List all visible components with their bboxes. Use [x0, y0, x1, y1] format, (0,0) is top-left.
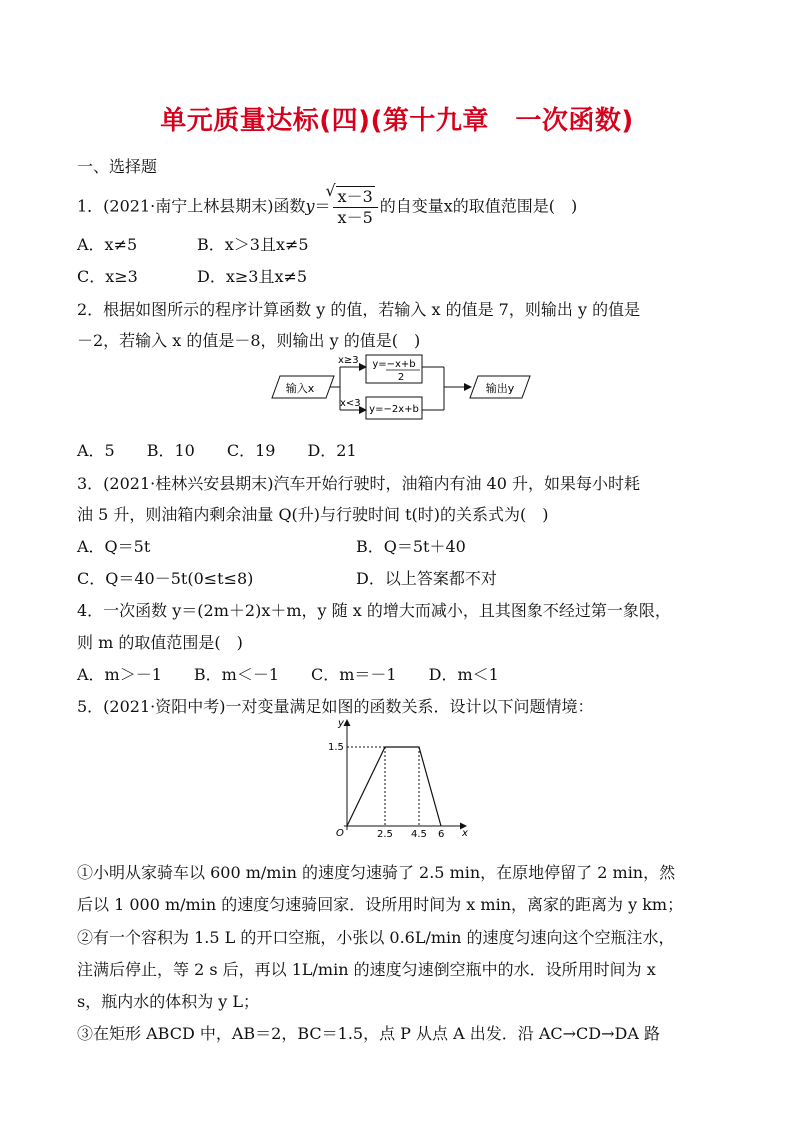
q5-situation-2-line-2: 注满后停止，等 2 s 后，再以 1L/min 的速度匀速倒空瓶中的水．设所用时间为 x	[77, 960, 656, 979]
x-axis-label: x	[462, 828, 468, 839]
q3-option-a: A．Q＝5t	[77, 537, 151, 556]
x-tick-6: 6	[438, 829, 445, 840]
question-1	[77, 186, 577, 228]
input-label: 输入x	[285, 382, 315, 395]
q3-option-b: B．Q＝5t＋40	[356, 537, 466, 556]
q4-line-1: 4．一次函数 y＝(2m＋2)x＋m，y 随 x 的增大而减小，且其图象不经过第一象限，	[77, 601, 671, 620]
q5-situation-1-line-1: ①小明从家骑车以 600 m/min 的速度匀速骑了 2.5 min，在原地停留了 2 min，然	[77, 863, 676, 882]
q1-func-y: y	[305, 196, 315, 216]
q1-eq: ＝	[314, 196, 331, 216]
q1-prefix: 1．(2021·南宁上林县期末)函数	[77, 196, 306, 216]
q1-fraction	[333, 186, 378, 228]
q1-denominator: x－5	[337, 208, 373, 227]
condition-bottom: x<3	[340, 398, 361, 409]
q2-line-2: －2，若输入 x 的值是－8，则输出 y 的值是( )	[77, 331, 421, 350]
q2-options: A．5 B．10 C．19 D．21	[77, 441, 357, 460]
q5-situation-3-line-1: ③在矩形 ABCD 中，AB＝2，BC＝1.5，点 P 从点 A 出发．沿 AC→CD→DA 路	[77, 1024, 660, 1043]
q4-line-2: 则 m 的取值范围是( )	[77, 633, 243, 652]
q1-option-c: C．x≥3	[77, 267, 138, 286]
q1-option-d: D．x≥3且x≠5	[197, 267, 308, 286]
formula-bottom: y=−2x+b	[369, 404, 419, 415]
formula-top-den: 2	[397, 372, 405, 383]
q3-line-2: 油 5 升，则油箱内剩余油量 Q(升)与行驶时间 t(时)的关系式为( )	[77, 505, 549, 524]
condition-top: x≥3	[338, 355, 359, 366]
output-label: 输出y	[485, 382, 515, 395]
y-tick-1-5: 1.5	[328, 742, 344, 753]
q5-function-graph	[322, 716, 472, 840]
q5-situation-2-line-3: s，瓶内水的体积为 y L；	[77, 992, 260, 1011]
q4-options: A．m＞－1 B．m＜－1 C．m＝－1 D．m＜1	[77, 665, 499, 684]
q5-situation-2-line-1: ②有一个容积为 1.5 L 的开口空瓶，小张以 0.6L/min 的速度匀速向这个空瓶注水，	[77, 928, 675, 947]
q1-option-a: A．x≠5	[77, 235, 138, 254]
x-tick-4-5: 4.5	[411, 829, 427, 840]
x-tick-2-5: 2.5	[377, 829, 393, 840]
q1-sqrt: √ x－3	[336, 186, 375, 207]
q5-line-1: 5．(2021·资阳中考)一对变量满足如图的函数关系．设计以下问题情境：	[77, 697, 594, 716]
formula-top-num: y=−x+b	[372, 359, 416, 370]
y-axis-label: y	[338, 718, 344, 729]
q3-option-d: D．以上答案都不对	[356, 569, 497, 588]
q2-line-1: 2．根据如图所示的程序计算函数 y 的值，若输入 x 的值是 7，则输出 y 的值是	[77, 300, 641, 319]
q3-option-c: C．Q＝40－5t(0≤t≤8)	[77, 569, 254, 588]
section-heading: 一、选择题	[77, 157, 158, 176]
origin-label: O	[336, 828, 344, 839]
q1-option-b: B．x＞3且x≠5	[197, 235, 309, 254]
function-polyline	[347, 747, 441, 826]
program-flowchart	[268, 352, 533, 424]
q1-suffix: 的自变量x的取值范围是( )	[379, 196, 578, 216]
q3-line-1: 3．(2021·桂林兴安县期末)汽车开始行驶时，油箱内有油 40 升，如果每小时耗	[77, 474, 641, 493]
q5-situation-1-line-2: 后以 1 000 m/min 的速度匀速骑回家．设所用时间为 x min，离家的距离为 y km；	[77, 895, 684, 914]
page-title: 单元质量达标(四)(第十九章 一次函数)	[160, 106, 634, 136]
